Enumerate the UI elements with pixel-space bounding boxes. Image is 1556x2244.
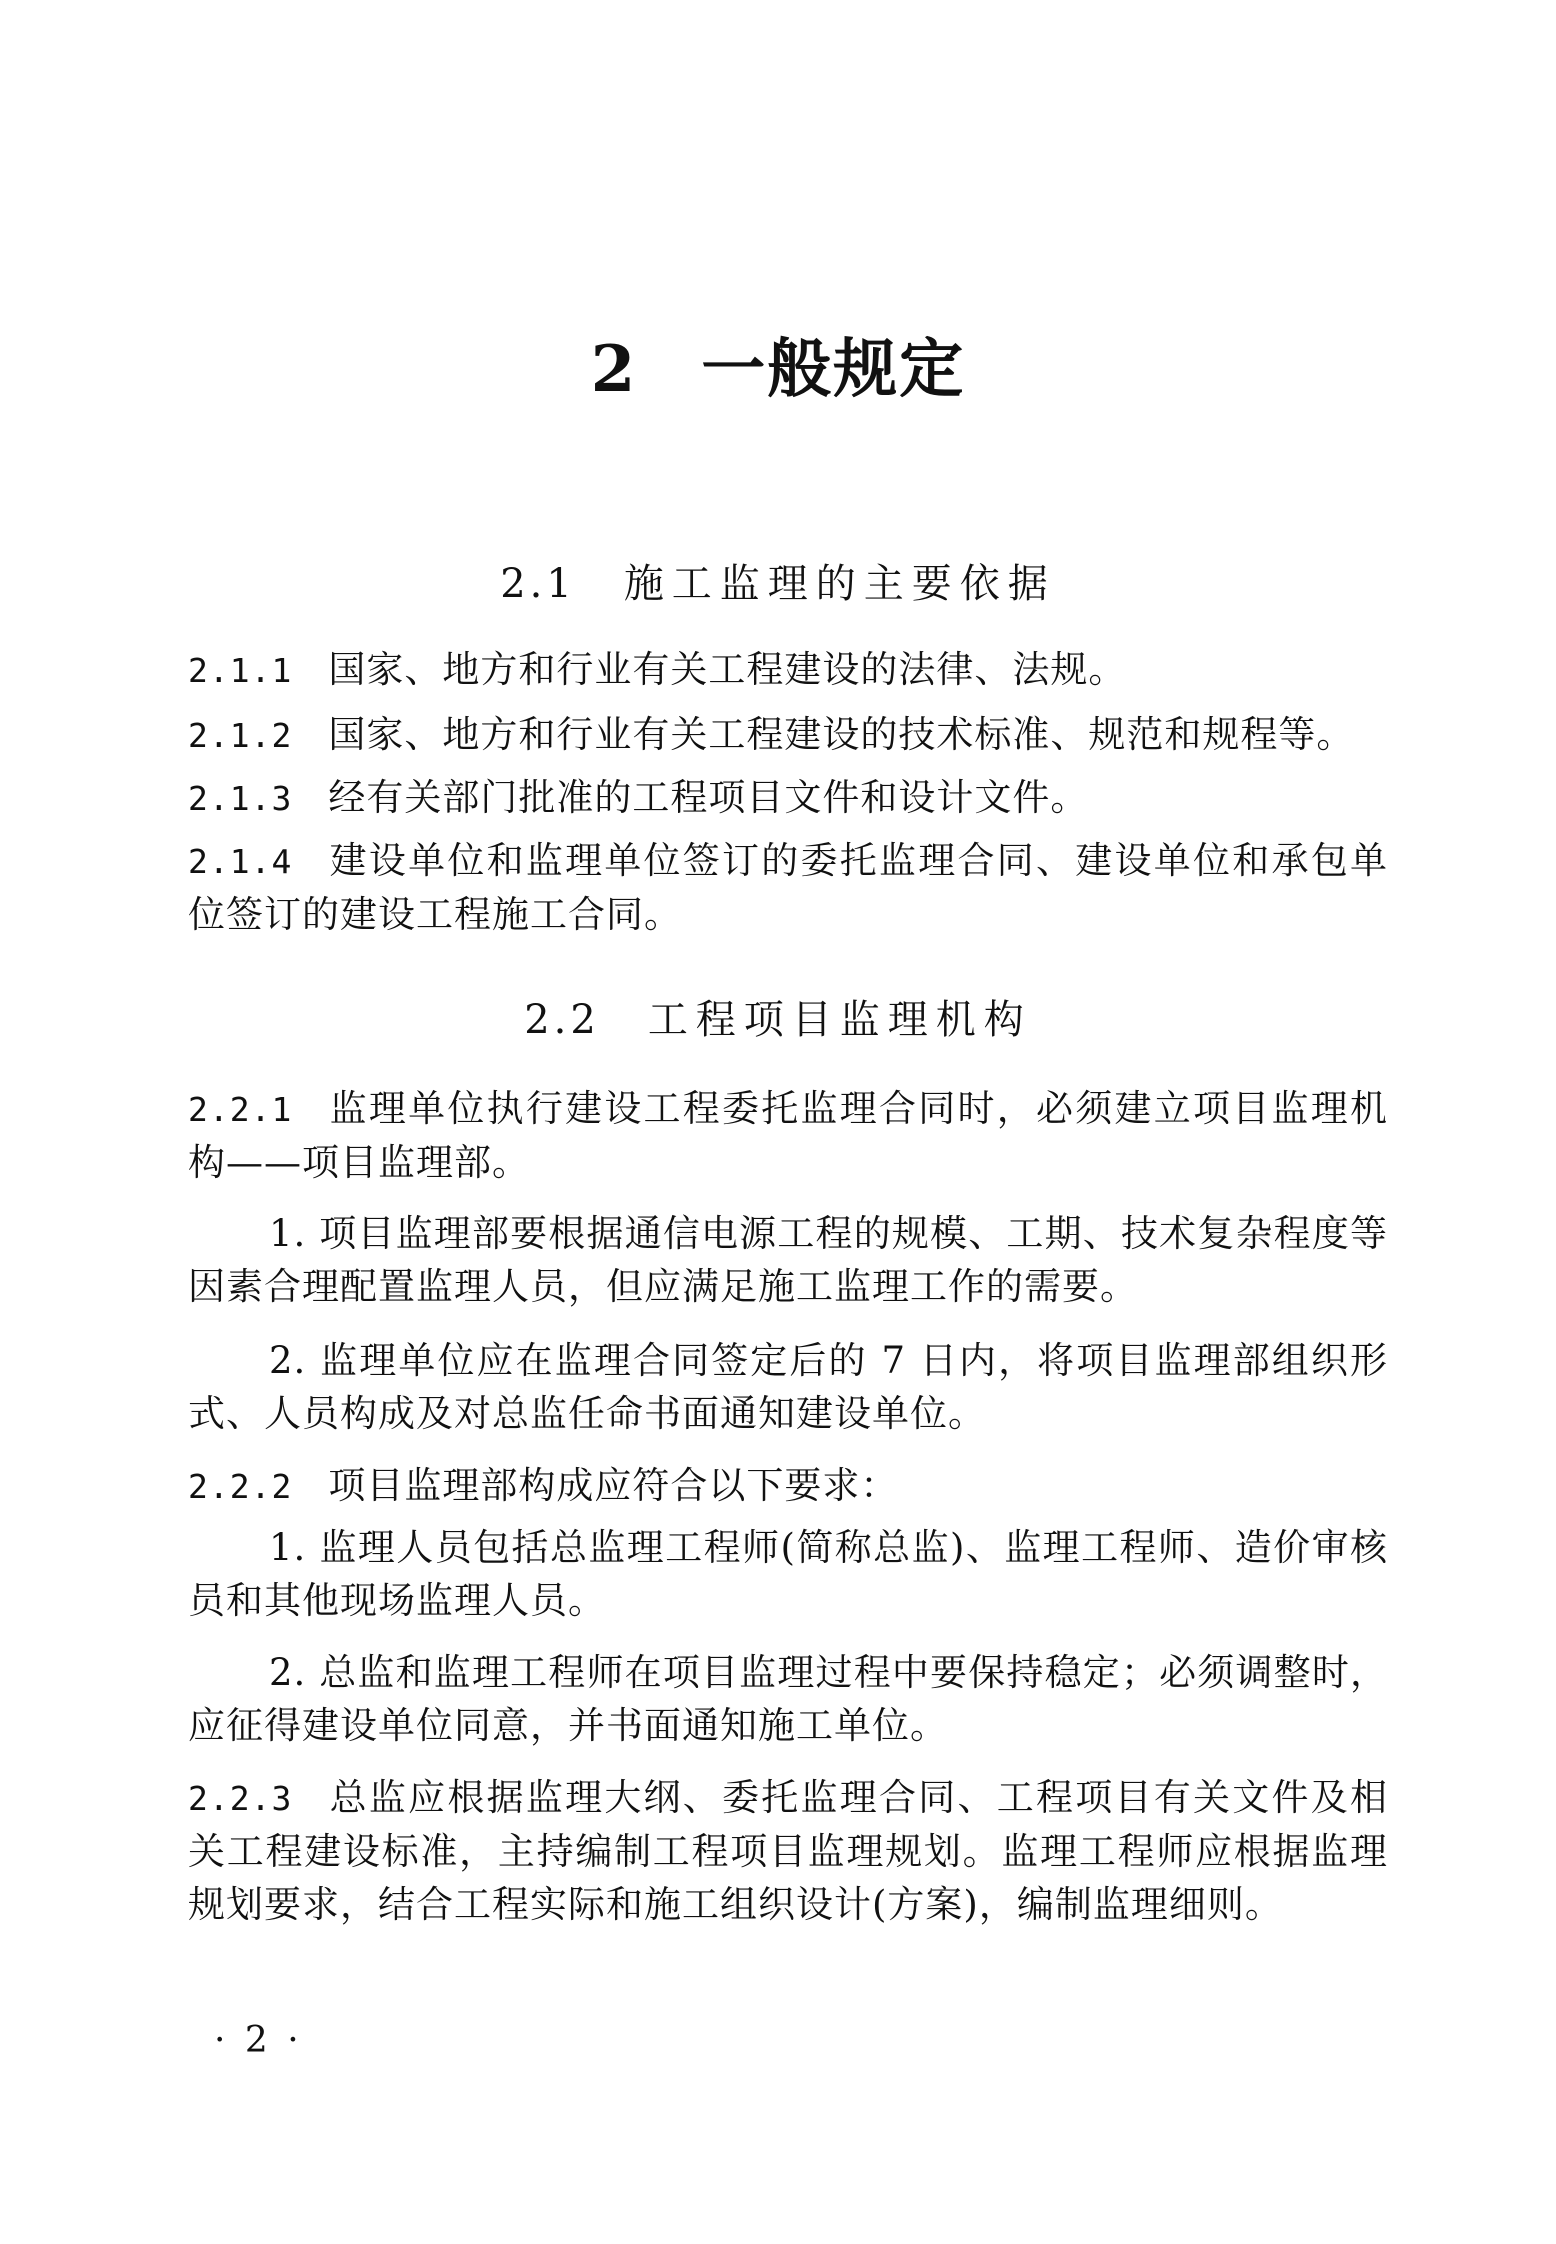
clause-number: 2.1.2 — [188, 716, 293, 755]
clause-2-2-1-item-2 — [188, 1334, 1388, 1440]
clause-2-2-1-item-1 — [188, 1207, 1388, 1313]
clause-2-2-2-item-2 — [188, 1646, 1388, 1752]
list-item: 1. 监理人员包括总监理工程师(简称总监)、监理工程师、造价审核员和其他现场监理人员。 — [188, 1526, 1388, 1622]
clause-text: 建设单位和监理单位签订的委托监理合同、建设单位和承包单位签订的建设工程施工合同。 — [188, 839, 1388, 936]
clause-text: 监理单位执行建设工程委托监理合同时，必须建立项目监理机构——项目监理部。 — [188, 1087, 1388, 1184]
section-title-2-2 — [0, 988, 1556, 1045]
chapter-number: 2 — [590, 332, 638, 407]
clause-2-1-4 — [188, 834, 1388, 941]
clause-2-2-2-item-1 — [188, 1521, 1388, 1627]
list-item: 2. 监理单位应在监理合同签定后的 7 日内，将项目监理部组织形式、人员构成及对总监任命书面通知建设单位。 — [188, 1339, 1388, 1435]
clause-2-1-2 — [188, 708, 1388, 762]
clause-text: 经有关部门批准的工程项目文件和设计文件。 — [328, 776, 1089, 819]
clause-2-2-2 — [188, 1459, 1388, 1513]
chapter-title — [0, 318, 1556, 410]
section-title-text: 施工监理的主要依据 — [623, 561, 1056, 607]
section-number: 2.2 — [524, 997, 600, 1043]
clause-2-2-3 — [188, 1771, 1388, 1931]
section-title-text: 工程项目监理机构 — [647, 997, 1032, 1043]
clause-text: 国家、地方和行业有关工程建设的法律、法规。 — [328, 648, 1127, 691]
clause-text: 项目监理部构成应符合以下要求： — [328, 1464, 899, 1507]
clause-number: 2.2.1 — [188, 1090, 293, 1129]
clause-2-2-1 — [188, 1082, 1388, 1189]
section-title-2-1 — [0, 552, 1556, 609]
clause-number: 2.1.4 — [188, 842, 293, 881]
chapter-title-text: 一般规定 — [701, 332, 966, 407]
clause-2-1-3 — [188, 771, 1388, 825]
clause-text: 国家、地方和行业有关工程建设的技术标准、规范和规程等。 — [328, 713, 1355, 756]
clause-number: 2.2.2 — [188, 1467, 293, 1506]
page-number: · 2 · — [214, 2020, 303, 2061]
list-item: 2. 总监和监理工程师在项目监理过程中要保持稳定；必须调整时，应征得建设单位同意，并书面通知施工单位。 — [188, 1651, 1388, 1747]
clause-number: 2.2.3 — [188, 1779, 293, 1818]
clause-number: 2.1.3 — [188, 779, 293, 818]
section-number: 2.1 — [500, 561, 576, 607]
list-item: 1. 项目监理部要根据通信电源工程的规模、工期、技术复杂程度等因素合理配置监理人员，但应满足施工监理工作的需要。 — [188, 1212, 1388, 1308]
clause-text: 总监应根据监理大纲、委托监理合同、工程项目有关文件及相关工程建设标准，主持编制工程项目监理规划。监理工程师应根据监理规划要求，结合工程实际和施工组织设计(方案)，编制监理细则。 — [188, 1776, 1388, 1926]
clause-number: 2.1.1 — [188, 651, 293, 690]
clause-2-1-1 — [188, 643, 1388, 697]
